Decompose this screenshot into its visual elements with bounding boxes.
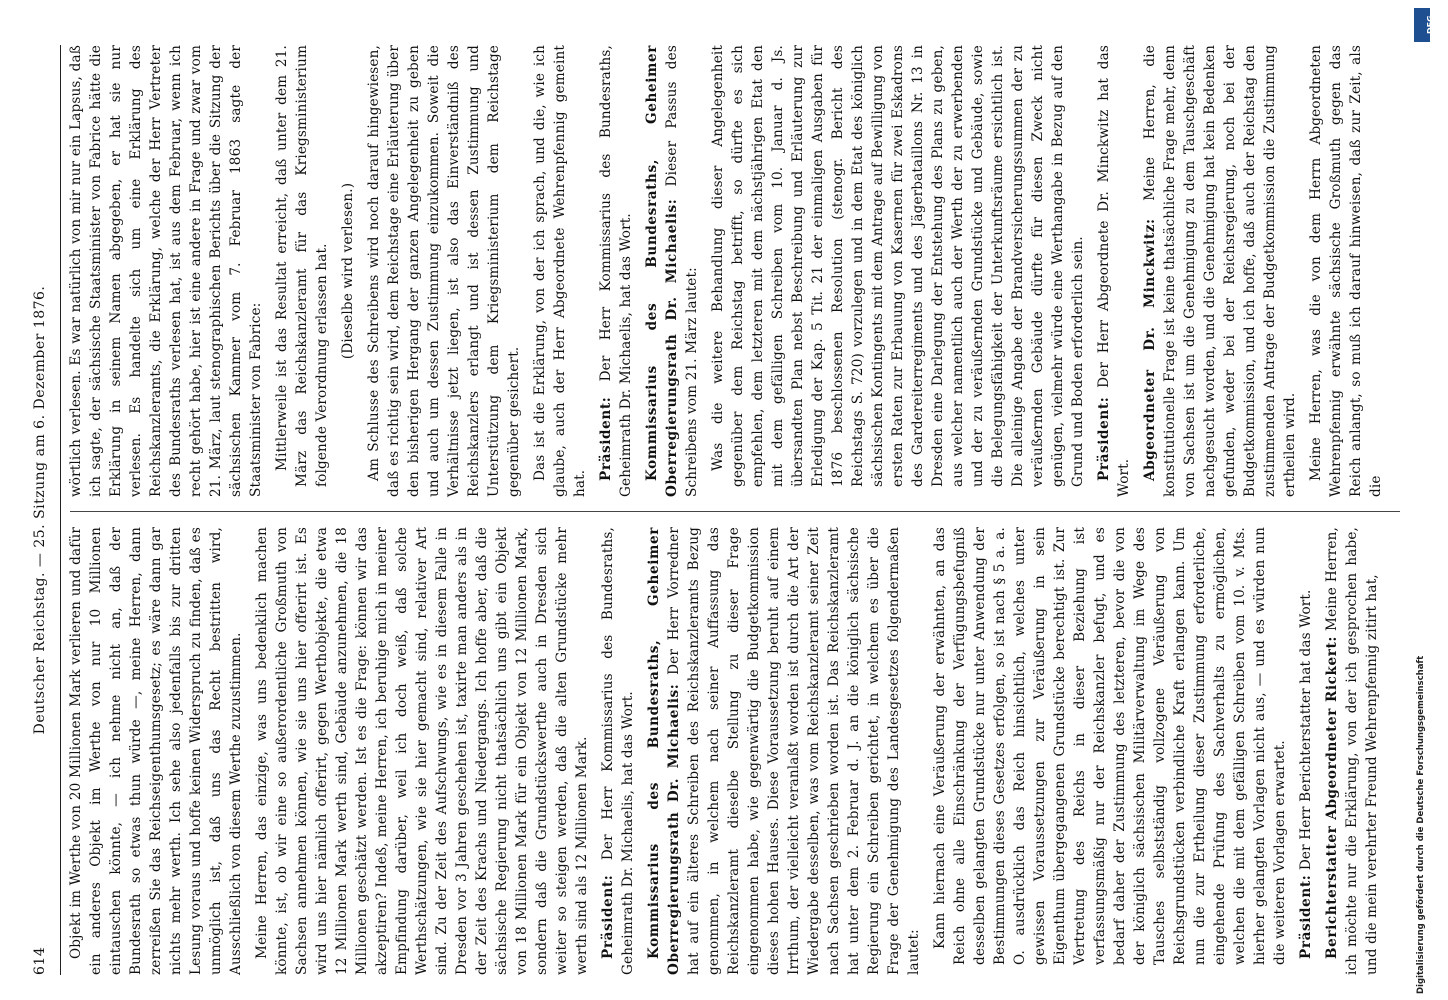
page-header xyxy=(20,45,60,975)
speaker-name: Berichterstatter Abgeordneter Rickert: xyxy=(1324,635,1340,959)
rotated-sheet xyxy=(20,45,1410,975)
speech-paragraph xyxy=(644,527,924,975)
right-column xyxy=(66,45,1386,497)
digitization-credit: Digitalisierung gefördert durch die Deutsche Forschungsgemeinschaft xyxy=(1416,655,1426,994)
speech-paragraph xyxy=(1322,527,1382,975)
speech-paragraph xyxy=(1140,45,1300,497)
speech-text: Dieser Passus des Schreibens vom 21. März lautet: xyxy=(664,45,700,497)
header-rule xyxy=(60,45,61,975)
speaker-name: Kommissarius des Bundesraths, Geheimer Oberregierungsrath Dr. Michaelis: xyxy=(646,527,682,975)
dfg-logo: DFG xyxy=(1414,8,1430,42)
body-paragraph: Das ist die Erklärung, von der ich sprach, und die, wie ich glaube, auch der Herr Abgeordnete Wehrenpfennig gemeint hat. xyxy=(532,45,588,497)
speech-text: Meine Herren, ich möchte nur die Erklärung, von der ich gesprochen habe, und die mein verehrter Freund Wehrenpfennig zitirt hat, xyxy=(1324,527,1380,975)
speech-paragraph xyxy=(596,45,636,497)
speech-paragraph xyxy=(642,45,702,497)
left-column xyxy=(66,527,1382,975)
quoted-paragraph: Mittlerweile ist das Resultat erreicht, daß unter dem 21. März das Reichskanzleramt für das Kriegsministerium folgende Verordnung erlassen hat. xyxy=(274,45,330,487)
stage-direction: (Dieselbe wird verlesen.) xyxy=(340,182,356,360)
speaker-name: Abgeordneter Dr. Minckwitz: xyxy=(1142,218,1158,481)
body-paragraph: Objekt im Werthe von 20 Millionen Mark verlieren und dafür ein anderes Objekt im Werthe von nur 10 Millionen eintauschen könnte, — ich nehme nicht an, daß der Bundesrath so etwas thun würde —, meine Herren, dann zerreißen Sie das Reichseigenthumsgesetz; es wäre dann gar nichts mehr werth. Ich sehe also jedenfalls bis zur dritten Lesung voraus und hoffe keinen Widerspruch zu finden, daß es unmöglich ist, daß uns das Recht bestritten wird, Ausschließlich von diesem Werthe zuzustimmen. xyxy=(68,527,244,975)
speaker-name: Präsident: xyxy=(1298,874,1314,959)
quoted-paragraph: Was die weitere Behandlung dieser Angelegenheit gegenüber dem Reichstag betrifft, so dürfte es sich empfehlen, dem letzteren mit dem nächstjährigen Etat den mit dem gefälligen Schreiben vom 10. Januar d. Js. übersandten Plan nebst Beschreibung und Erläuterung zur Erledigung der Kap. 5 Tit. 21 der einmaligen Ausgaben für 1876 beschlossenen Resolution (stenogr. Bericht des Reichstags S. 720) vorzulegen und in dem Etat des königlich sächsischen Kontingents mit dem Antrage auf Bewilligung von ersten Raten zur Erbauung von Kasernen für zwei Eskadrons des Gardereiterregiments und des Jägerbataillons Nr. 13 in Dresden eine Darlegung der Entstehung des Plans zu geben, aus welcher namentlich auch der Werth der zu erwerbenden und der zu veräußernden Grundstücke und Gebäude, sowie die Belegungsfähigkeit der Unterkunftsräume ersichtlich ist. Die alleinige Angabe der Brandversicherungssummen der zu veräußernden Gebäude dürfte für diesen Zweck nicht genügen, vielmehr würde eine Werthangabe in Bezug auf den Grund und Boden erforderlich sein. xyxy=(710,45,1086,487)
body-paragraph: Meine Herren, das einzige, was uns bedenklich machen könnte, ist, ob wir eine so außerordentliche Großmuth von Sachsen annehmen können, wie sie uns hier offerirt ist. Es wird uns hier nämlich offerirt, gegen Werthobjekte, die etwa 12 Millionen Mark werth sind, Gebäude anzunehmen, die 18 Millionen geschätzt werden. Ist es die Frage: können wir das akzeptiren? Indeß, meine Herren, ich beruhige mich in meiner Empfindung darüber, weil ich doch weiß, daß solche Werthschätzungen, wie sie hier gemacht sind, relativer Art sind. Zu der Zeit des Aufschwungs, wie es in diesem Falle in Dresden vor 3 Jahren geschehen ist, taxirte man anders als in der Zeit des Krachs und Niedergangs. Ich hoffe aber, daß die sächsische Regierung nicht thatsächlich uns gibt ein Objekt von 18 Millionen Mark für ein Objekt von 12 Millionen Mark, sondern daß die Grundstückswerthe auch in Dresden sich weiter so steigen werden, daß die alten Grundstücke mehr werth sind als 12 Millionen Mark. xyxy=(254,527,590,975)
speech-paragraph xyxy=(598,527,638,975)
column-divider xyxy=(70,511,1400,512)
speaker-name: Präsident: xyxy=(598,396,614,481)
speaker-name: Kommissarius des Bundesraths, Geheimer Oberregierungsrath Dr. Michaelis: xyxy=(644,45,680,497)
body-paragraph: wörtlich verlesen. Es war natürlich von mir nur ein Lapsus, daß ich sagte, der sächsische Staatsminister von Fabrice hätte die Erklärung in seinem Namen abgegeben, er hat sie nur verlesen. Es handelte sich um eine Erklärung des Reichskanzleramts, die Erklärung, welche der Herr Vertreter des Bundesraths verlesen hat, ist aus dem Februar, wenn ich recht gehört habe, hier ist eine andere in Frage und zwar vom 21. März, laut stenographischen Berichts über die Sitzung der sächsischen Kammer vom 7. Februar 1863 sagte der Staatsminister von Fabrice: xyxy=(68,45,264,497)
speech-text: Der Herr Vorredner hat auf ein älteres Schreiben des Reichskanzleramts Bezug genommen, in welchem nach seiner Auffassung das Reichskanzleramt dieselbe Stellung zu dieser Frage eingenommen habe, wie gegenwärtig die Budgetkommission dieses hohen Hauses. Diese Voraussetzung beruht auf einem Irrthum, der vielleicht veranlaßt worden ist durch die Art der Wiedergabe desselben, was vom Reichskanzleramt seiner Zeit nach Sachsen geschrieben worden ist. Das Reichskanzleramt hat unter dem 2. Februar d. J. an die königlich sächsische Regierung ein Schreiben gerichtet, in welchem es über die Frage der Genehmigung des Landesgesetzes folgendermaßen lautet: xyxy=(666,527,922,975)
speech-text: Der Herr Kommissarius des Bundesraths, Geheimrath Dr. Michaelis, hat das Wort. xyxy=(600,527,636,975)
speaker-name: Präsident: xyxy=(1096,396,1112,481)
speech-text: Der Herr Abgeordnete Dr. Minckwitz hat das Wort. xyxy=(1096,45,1132,497)
speech-text: Meine Herren, die konstitutionelle Frage ist keine thatsächliche Frage mehr, denn von Sachsen ist um die Genehmigung zu dem Tauschgeschäft nachgesucht worden, und die Genehmigung hat kein Bedenken gefunden, weder bei der Reichsregierung, noch bei der Budgetkommission, und ich hoffe, daß auch der Reichstag den zustimmenden Antrage der Budgetkommission die Zustimmung ertheilen wird. xyxy=(1142,45,1298,497)
speech-text: Der Herr Kommissarius des Bundesraths, Geheimrath Dr. Michaelis, hat das Wort. xyxy=(598,45,634,497)
body-paragraph: Meine Herren, was die von dem Herrn Abgeordneten Wehrenpfennig erwähnte sächsische Großmuth gegen das Reich anlangt, so muß ich darauf hinweisen, daß zur Zeit, als die xyxy=(1308,45,1384,497)
speech-paragraph xyxy=(1094,45,1134,497)
page-title: Deutscher Reichstag. — 25. Sitzung am 6. Dezember 1876. xyxy=(32,285,48,735)
page-number: 614 xyxy=(32,946,48,975)
speaker-name: Präsident: xyxy=(600,874,616,959)
speech-paragraph xyxy=(1296,527,1316,975)
speech-text: Der Herr Berichterstatter hat das Wort. xyxy=(1298,589,1314,871)
quoted-paragraph: Kann hiernach eine Veräußerung der erwähnten, an das Reich ohne alle Einschränkung der Verfügungsbefugniß desselben gelangten Grundstücke nur unter Anwendung der Bestimmungen dieses Gesetzes erfolgen, so ist nach § 5 a. a. O. ausdrücklich das Reich hinsichtlich, welches unter gewissen Voraussetzungen zur Veräußerung in sein Eigenthum übergegangenen Grundstücke berechtigt ist. Zur Vertretung des Reichs in dieser Beziehung ist verfassungsmäßig nur der Reichskanzler befugt, und es bedarf daher der Zustimmung des letzteren, bevor die von der königlich sächsischen Militärverwaltung im Wege des Tausches selbstständig vollzogene Veräußerung von Reichsgrundstücken verbindliche Kraft erlangen kann. Um nun die zur Ertheilung dieser Zustimmung erforderliche, eingehende Prüfung des Sachverhalts zu ermöglichen, welchen die mit dem gefälligen Schreiben vom 10. v. Mts. hierher gelangten Vorlagen nicht aus, — und es würden nun die weiteren Vorlagen erwartet. xyxy=(932,527,1288,965)
body-paragraph: Am Schlusse des Schreibens wird noch darauf hingewiesen, daß es richtig sein wird, dem Reichstage eine Erläuterung über den bisherigen Hergang der ganzen Angelegenheit zu geben und auch um dessen Zustimmung einzukommen. Soweit die Verhältnisse jetzt liegen, ist also das Einverständniß des Reichskanzlers erlangt und ist dessen Zustimmung und Unterstützung dem Kriegsministerium dem Reichstage gegenüber gesichert. xyxy=(366,45,522,497)
